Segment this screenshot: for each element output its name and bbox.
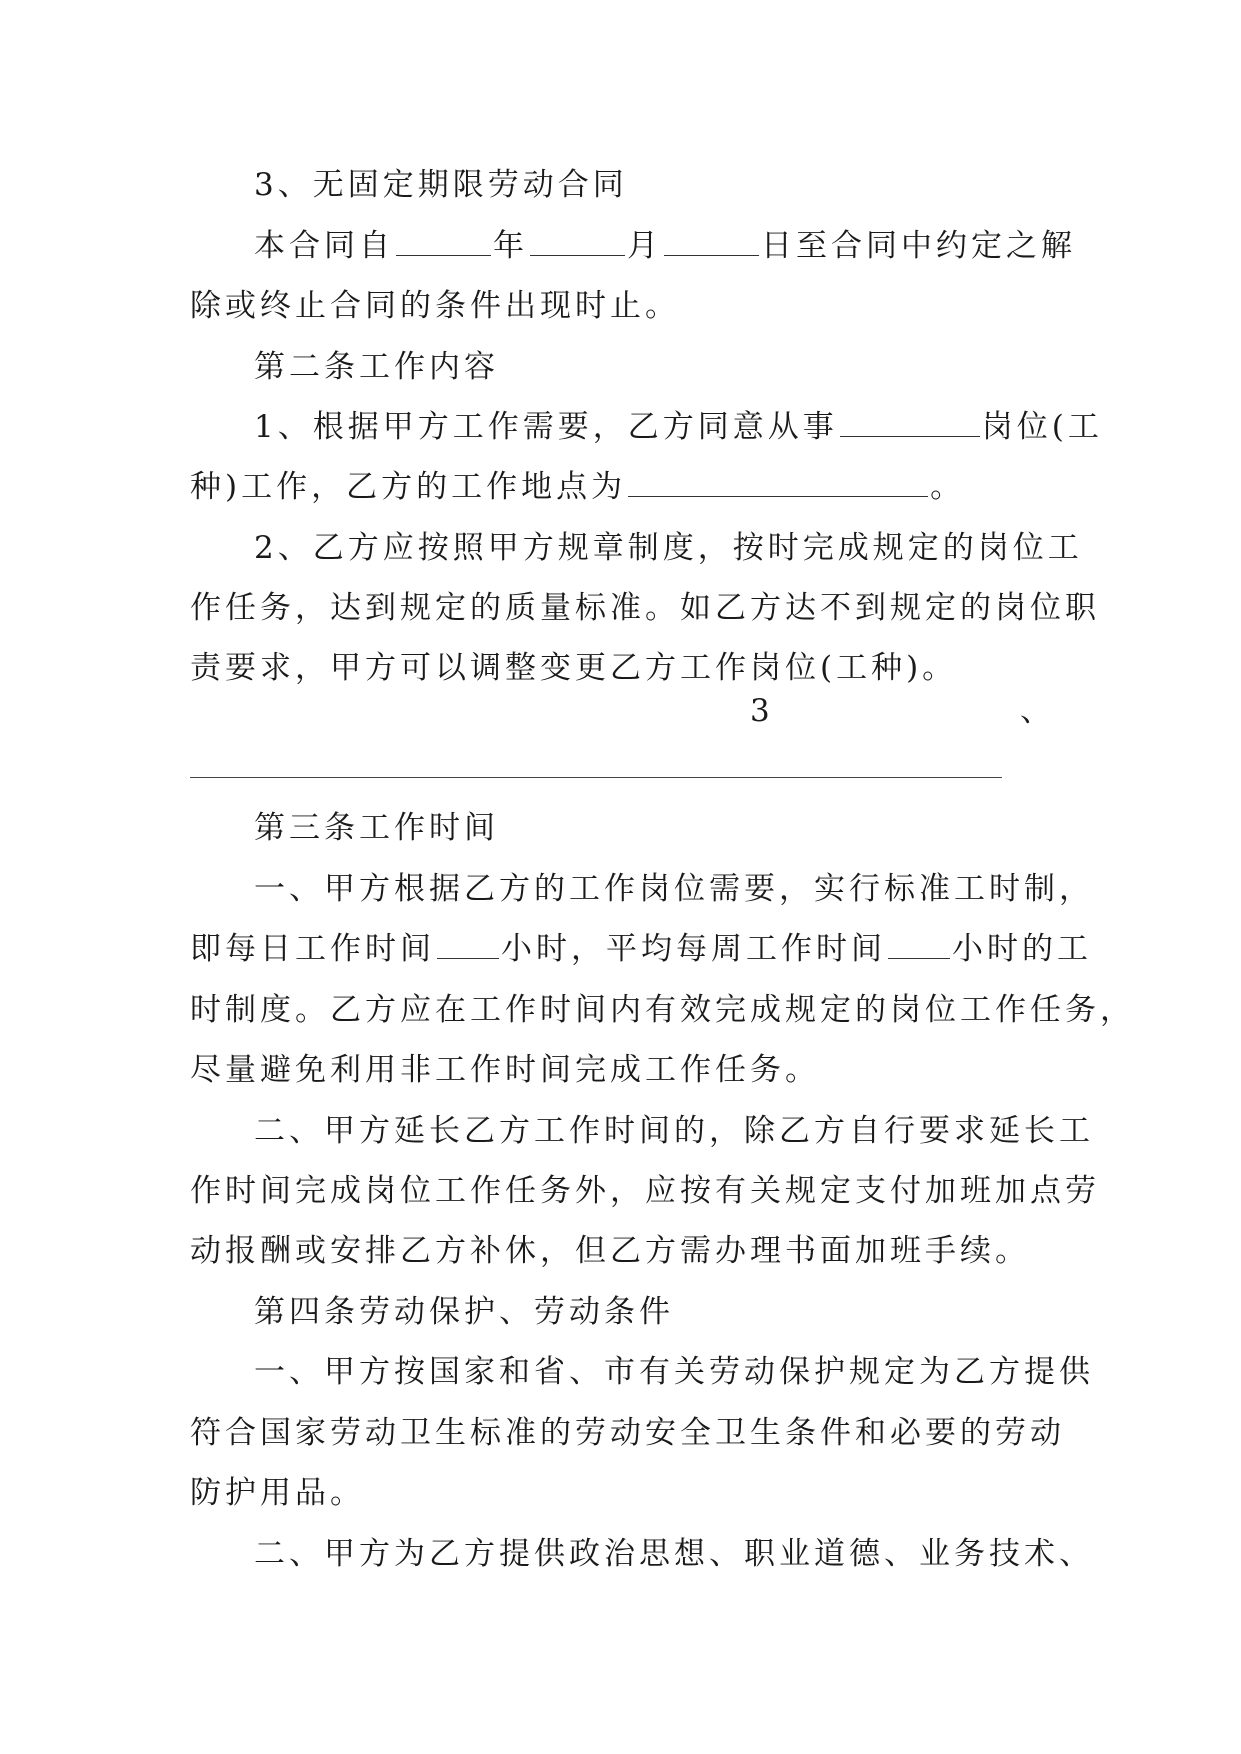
article-2-heading: 第二条工作内容	[254, 349, 499, 385]
contract-term-item-3: 3、无固定期限劳动合同	[254, 167, 628, 203]
text-fragment: 年	[493, 228, 528, 264]
text-fragment: 即每日工作时间	[190, 931, 435, 967]
text-fragment: 小时的工	[952, 931, 1092, 967]
article-3-heading: 第三条工作时间	[254, 810, 499, 846]
month-blank	[530, 229, 625, 256]
page-marker-mark: 、	[1020, 693, 1051, 729]
article-2-item-2-line: 2、乙方应按照甲方规章制度，按时完成规定的岗位工	[254, 530, 1083, 566]
text-fragment: 月	[627, 228, 662, 264]
article-3-item-2-line: 二、甲方延长乙方工作时间的，除乙方自行要求延长工	[254, 1113, 1094, 1149]
work-location-line	[190, 467, 965, 507]
body-text-line: 除或终止合同的条件出现时止。	[190, 288, 680, 324]
year-blank	[396, 229, 491, 256]
text-fragment: 。	[930, 469, 966, 505]
text-fragment: 1、根据甲方工作需要，乙方同意从事	[254, 409, 838, 445]
body-text-line: 责要求，甲方可以调整变更乙方工作岗位(工种)。	[190, 650, 958, 686]
contract-term-date-line	[254, 226, 1076, 266]
body-text-line: 符合国家劳动卫生标准的劳动安全卫生条件和必要的劳动	[190, 1415, 1065, 1451]
body-text-line: 作时间完成岗位工作任务外，应按有关规定支付加班加点劳	[190, 1173, 1100, 1209]
page-number: 3	[750, 693, 770, 729]
text-fragment: 岗位(工	[981, 409, 1103, 445]
article-4-heading: 第四条劳动保护、劳动条件	[254, 1294, 674, 1330]
body-text-line: 防护用品。	[190, 1475, 365, 1511]
page-separator-line	[190, 777, 1002, 778]
body-text-line: 尽量避免利用非工作时间完成工作任务。	[190, 1052, 820, 1088]
body-text-line: 作任务，达到规定的质量标准。如乙方达不到规定的岗位职	[190, 590, 1100, 626]
article-4-item-2-line: 二、甲方为乙方提供政治思想、职业道德、业务技术、	[254, 1536, 1094, 1572]
body-text-line: 动报酬或安排乙方补休，但乙方需办理书面加班手续。	[190, 1233, 1030, 1269]
article-3-item-1-line: 一、甲方根据乙方的工作岗位需要，实行标准工时制，	[254, 871, 1094, 907]
position-blank	[840, 410, 980, 437]
weekly-hours-blank	[888, 932, 950, 959]
article-4-item-1-line: 一、甲方按国家和省、市有关劳动保护规定为乙方提供	[254, 1354, 1094, 1390]
text-fragment: 种)工作，乙方的工作地点为	[190, 469, 627, 505]
daily-hours-blank	[437, 932, 499, 959]
work-location-blank	[628, 470, 928, 497]
text-fragment: 小时，平均每周工作时间	[501, 931, 886, 967]
text-fragment: 日至合同中约定之解	[761, 228, 1076, 264]
text-fragment: 本合同自	[254, 228, 394, 264]
article-2-item-1-line	[254, 407, 1103, 447]
body-text-line: 时制度。乙方应在工作时间内有效完成规定的岗位工作任务，	[190, 992, 1135, 1028]
working-hours-line	[190, 929, 1092, 969]
day-blank	[664, 229, 759, 256]
